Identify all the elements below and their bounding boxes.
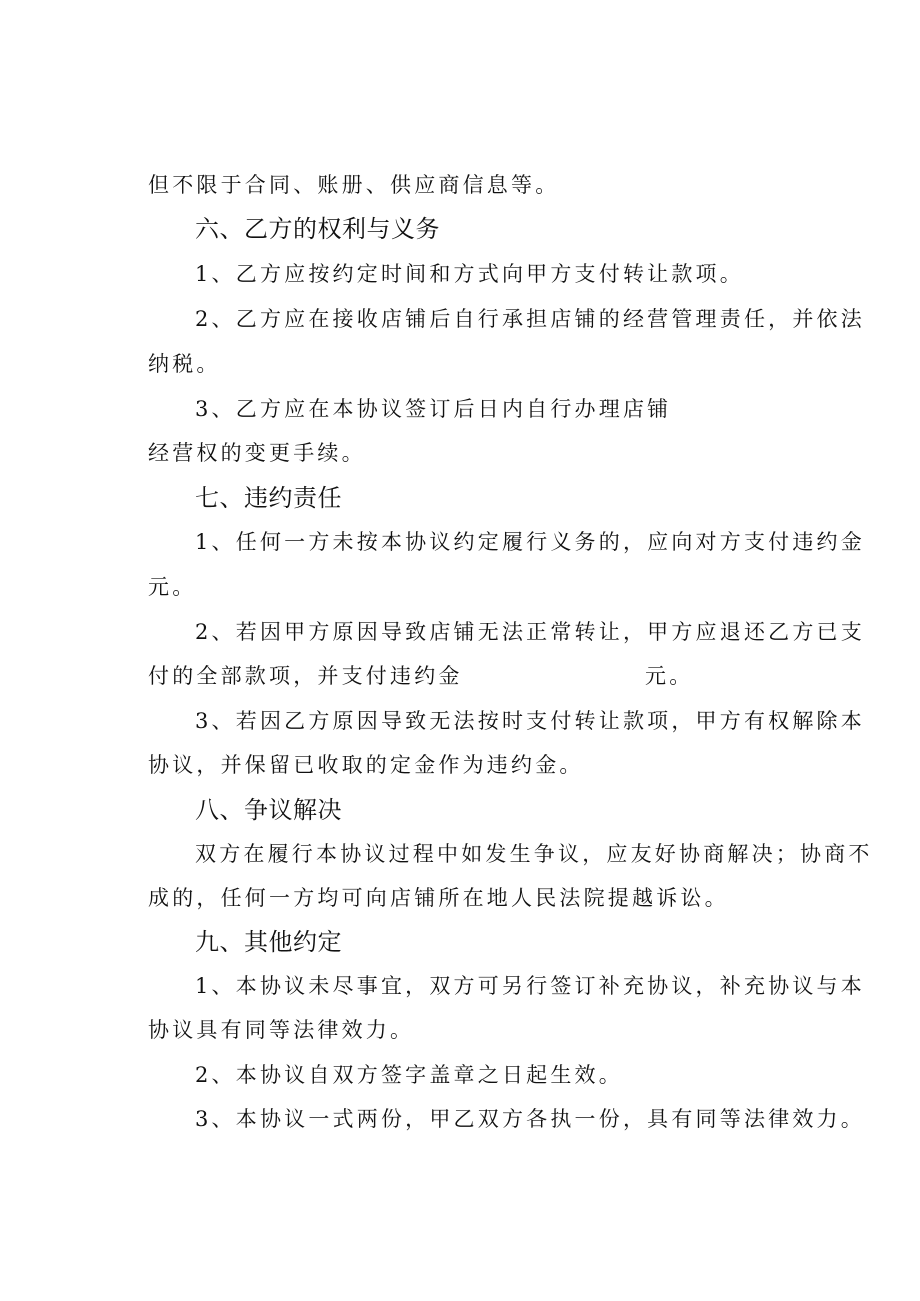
intro-tail-line: 但不限于合同、账册、供应商信息等。 [148, 173, 560, 197]
section-9-item-1-line-2: 协议具有同等法律效力。 [148, 1018, 415, 1042]
section-7-item-2-line-2-a: 付的全部款项，并支付违约金 [148, 664, 463, 688]
section-9-heading: 九、其他约定 [195, 928, 342, 956]
section-8-heading: 八、争议解决 [195, 796, 342, 824]
section-6-item-3-line-2: 经营权的变更手续。 [148, 441, 366, 465]
section-7-item-2-line-2-b: 元。 [645, 664, 694, 688]
section-6-item-2-line-1: 2、乙方应在接收店铺后自行承担店铺的经营管理责任，并依法 [195, 307, 865, 331]
section-7-item-2-line-1: 2、若因甲方原因导致店铺无法正常转让，甲方应退还乙方已支 [195, 620, 865, 644]
section-7-heading: 七、违约责任 [195, 484, 342, 512]
section-6-heading: 六、乙方的权利与义务 [195, 215, 440, 243]
section-9-item-1-line-1: 1、本协议未尽事宜，双方可另行签订补充协议，补充协议与本 [195, 974, 865, 998]
section-8-paragraph-line-1: 双方在履行本协议过程中如发生争议，应友好协商解决；协商不 [195, 842, 873, 866]
section-7-item-3-line-2: 协议，并保留已收取的定金作为违约金。 [148, 753, 584, 777]
section-7-item-1-line-2: 元。 [148, 575, 197, 599]
section-8-paragraph-line-2: 成的，任何一方均可向店铺所在地人民法院提越诉讼。 [148, 886, 729, 910]
section-6-item-1: 1、乙方应按约定时间和方式向甲方支付转让款项。 [195, 262, 744, 286]
section-9-item-2: 2、本协议自双方签字盖章之日起生效。 [195, 1063, 623, 1087]
section-7-item-1-line-1: 1、任何一方未按本协议约定履行义务的，应向对方支付违约金 [195, 530, 865, 554]
section-6-item-2-line-2: 纳税。 [148, 352, 221, 376]
section-9-item-3: 3、本协议一式两份，甲乙双方各执一份，具有同等法律效力。 [195, 1107, 865, 1131]
section-7-item-3-line-1: 3、若因乙方原因导致无法按时支付转让款项，甲方有权解除本 [195, 709, 865, 733]
section-6-item-3-line-1: 3、乙方应在本协议签订后日内自行办理店铺 [195, 397, 672, 421]
